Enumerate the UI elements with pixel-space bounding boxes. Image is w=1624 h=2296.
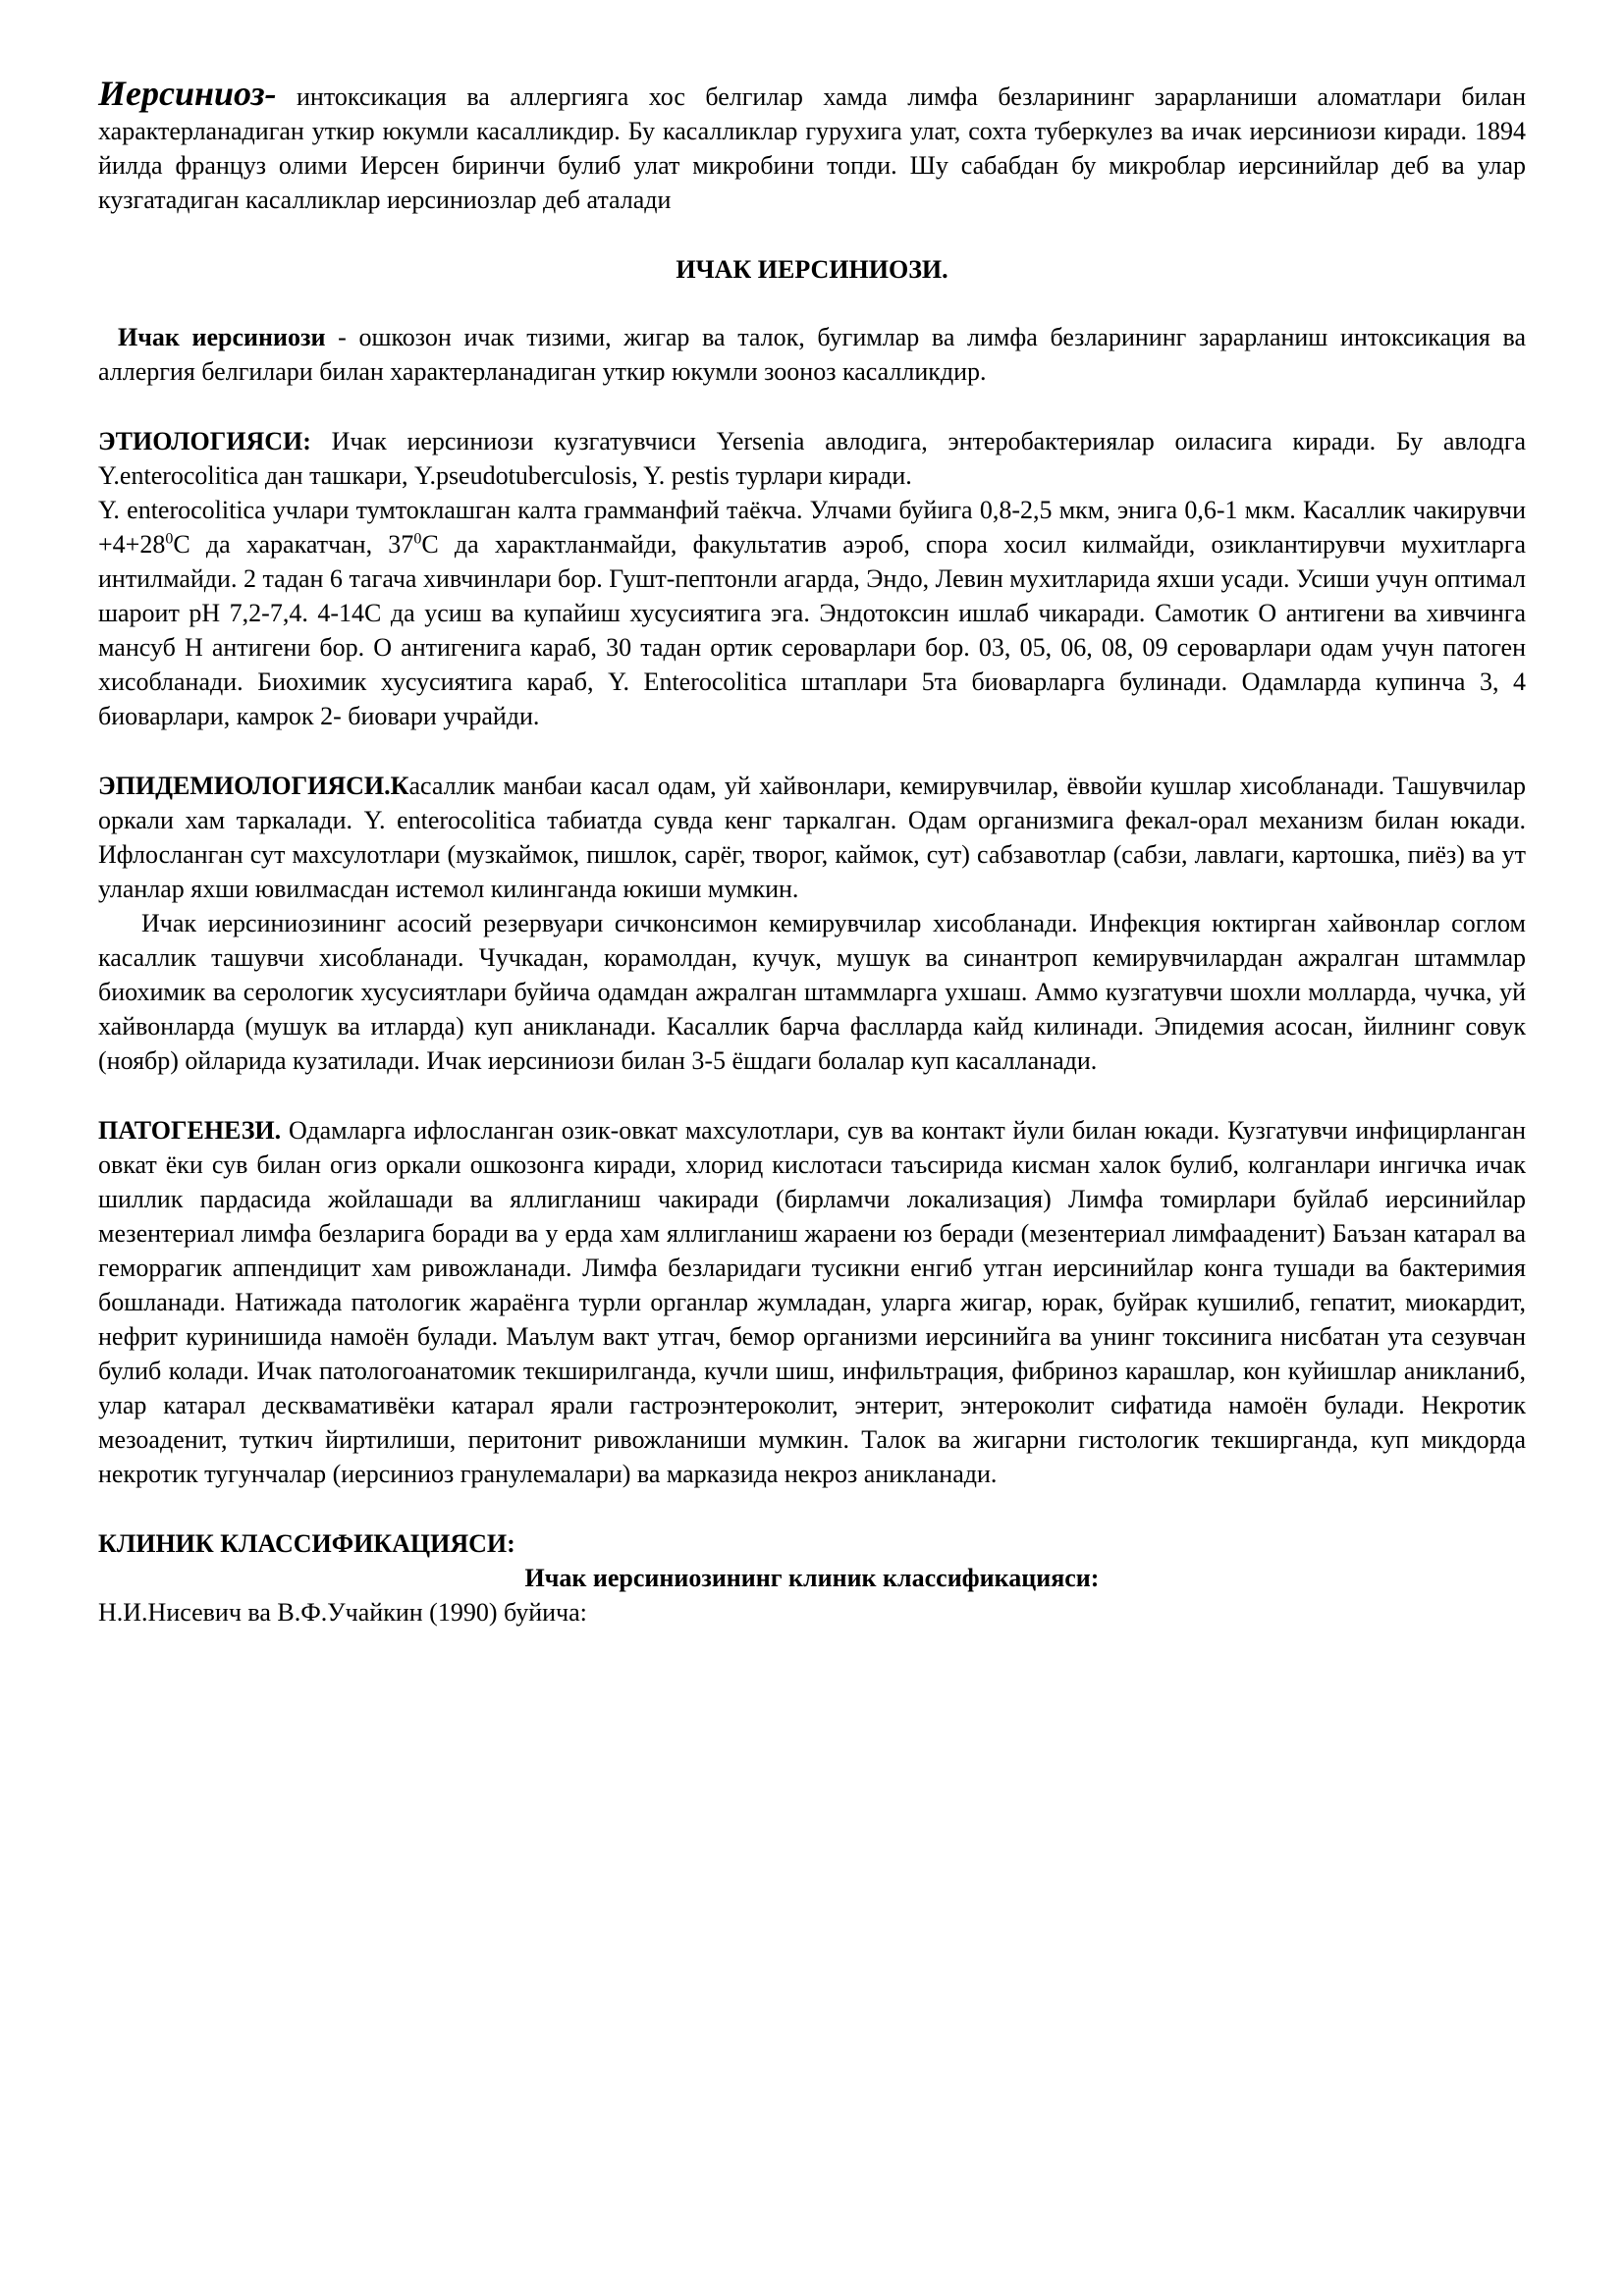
document-page (98, 74, 1527, 1629)
definition-text: - ошкозон ичак тизими, жигар ва талок, бугимлар ва лимфа безларининг зарарланиш интоксикация ва аллергия белгилари билан характерланадиган уткир юкумли зооноз касалликдир. (98, 323, 1526, 386)
etiology-paragraph-1 (98, 424, 1526, 493)
etiology-text-2a: Y. enterocolitica учлари тумтоклашган калта грамманфий таёкча. Улчами буйига 0,8-2,5 мкм, энига 0,6-1 мкм. Касаллик чакирувчи +4+28 (98, 496, 1526, 559)
intro-term: Иерсиниоз- (98, 74, 277, 113)
pathogenesis-heading: ПАТОГЕНЕЗИ. (98, 1116, 282, 1145)
etiology-text-2c: С да характланмайди, факультатив аэроб, спора хосил килмайди, озиклантирувчи мухитларга интилмайди. 2 тадан 6 тагача хивчинлари бор. Гушт-пептонли агарда, Эндо, Левин мухитларида яхши усади. Усиши учун оптимал шароит рН 7,2-7,4. 4-14С да усиш ва купайиш хусусиятига эга. Эндотоксин ишлаб чикаради. Самотик О антигени ва хивчинга мансуб Н антигени бор. О антигенига караб, 30 тадан ортик сероварлари бор. 03, 05, 06, 08, 09 сероварлари одам учун патоген хисобланади. Биохимик хусусиятига караб, Y. Enterocolitica штаплари 5та биоварларга булинади. Одамларда купинча 3, 4 биоварлари, камрок 2- биовари учрайди. (98, 530, 1526, 730)
etiology-heading: ЭТИОЛОГИЯСИ: (98, 427, 311, 455)
pathogenesis-paragraph (98, 1113, 1526, 1491)
classification-heading: КЛИНИК КЛАССИФИКАЦИЯСИ: (98, 1529, 515, 1558)
intro-text: интоксикация ва аллергияга хос белгилар хамда лимфа безларининг зарарланиши аломатлари билан характерланадиган уткир юкумли касалликдир. Бу касалликлар гурухига улат, сохта туберкулез ва ичак иерсиниози киради. 1894 йилда француз олими Иерсен биринчи булиб улат микробини топди. Шу сабабдан бу микроблар иерсинийлар деб ва улар кузгатадиган касалликлар иерсиниозлар деб аталади (98, 82, 1527, 214)
definition-paragraph (98, 320, 1526, 389)
section-title: ИЧАК ИЕРСИНИОЗИ. (676, 255, 948, 284)
etiology-paragraph-2 (98, 493, 1526, 733)
degree-superscript-1: 0 (165, 530, 174, 548)
epidemiology-text-1: асаллик манбаи касал одам, уй хайвонлари, кемирувчилар, ёввойи кушлар хисобланади. Ташувчилар оркали хам таркалади. Y. enterocolitica табиатда сувда кенг таркалган. Одам организмига фекал-орал механизм билан юкади. Ифлосланган сут махсулотлари (музкаймок, пишлок, сарёг, творог, каймок, сут) сабзавотлар (сабзи, лавлаги, картошка, пиёз) ва ут уланлар яхши ювилмасдан истемол килинганда юкиши мумкин. (98, 772, 1526, 903)
epidemiology-paragraph-2: Ичак иерсиниозининг асосий резервуари сичконсимон кемирувчилар хисобланади. Инфекция юктирган хайвонлар соглом касаллик ташувчи хисобланади. Чучкадан, корамолдан, кучук, мушук ва синантроп кемирувчилардан ажралган штаммлар биохимик ва серологик хусусиятлари буйича одамдан ажралган штаммларга ухшаш. Аммо кузгатувчи шохли молларда, чучка, уй хайвонларда (мушук ва итларда) куп аникланади. Касаллик барча фаслларда кайд килинади. Эпидемия асосан, йилнинг совук (ноябр) ойларида кузатилади. Ичак иерсиниози билан 3-5 ёшдаги болалар куп касалланади. (98, 909, 1526, 1075)
classification-source: Н.И.Нисевич ва В.Ф.Учайкин (1990) буйича: (98, 1598, 587, 1627)
definition-term: Ичак иерсиниози (118, 323, 326, 351)
pathogenesis-text: Одамларга ифлосланган озик-овкат махсулотлари, сув ва контакт йули билан юкади. Кузгатувчи инфицирланган овкат ёки сув билан огиз оркали ошкозонга киради, хлорид кислотаси таъсирида кисман халок булиб, колганлари ингичка ичак шиллик пардасида жойлашади ва яллигланиш чакиради (бирламчи локализация) Лимфа томирлари буйлаб иерсинийлар мезентериал лимфа безларига боради ва у ерда хам яллигланиш жараени юз беради (мезентериал лимфааденит) Баъзан катарал ва геморрагик аппендицит хам ривожланади. Лимфа безларидаги тусикни енгиб утган иерсинийлар конга тушади ва бактеримия бошланади. Натижада патологик жараёнга турли органлар жумладан, уларга жигар, юрак, буйрак кушилиб, гепатит, миокардит, нефрит куринишида намоён булади. Маълум вакт утгач, бемор организми иерсинийга ва унинг токсинига нисбатан ута сезувчан булиб колади. Ичак патологоанатомик текширилганда, кучли шиш, инфильтрация, фибриноз карашлар, кон куйишлар аникланиб, улар катарал десквамативёки катарал ярали гастроэнтероколит, энтерит, энтероколит сифатида намоён булади. Некротик мезоаденит, туткич йиртилиши, перитонит ривожланиши мумкин. Талок ва жигарни гистологик текширганда, куп микдорда некротик тугунчалар (иерсиниоз гранулемалари) ва марказида некроз аникланади. (98, 1116, 1526, 1488)
etiology-text-1: Ичак иерсиниози кузгатувчиси Yersenia авлодига, энтеробактериялар оиласига киради. Бу авлодга Y.enterocolitica дан ташкари, Y.pseudotuberculosis, Y. pestis турлари киради. (98, 427, 1526, 490)
classification-subheading: Ичак иерсиниозининг клиник классификацияси: (524, 1564, 1100, 1592)
degree-superscript-2: 0 (413, 530, 422, 548)
etiology-text-2b: С да харакатчан, 37 (173, 530, 414, 559)
epidemiology-paragraph-1 (98, 769, 1526, 906)
intro-paragraph (98, 74, 1527, 217)
epidemiology-heading: ЭПИДЕМИОЛОГИЯСИ.К (98, 772, 409, 800)
